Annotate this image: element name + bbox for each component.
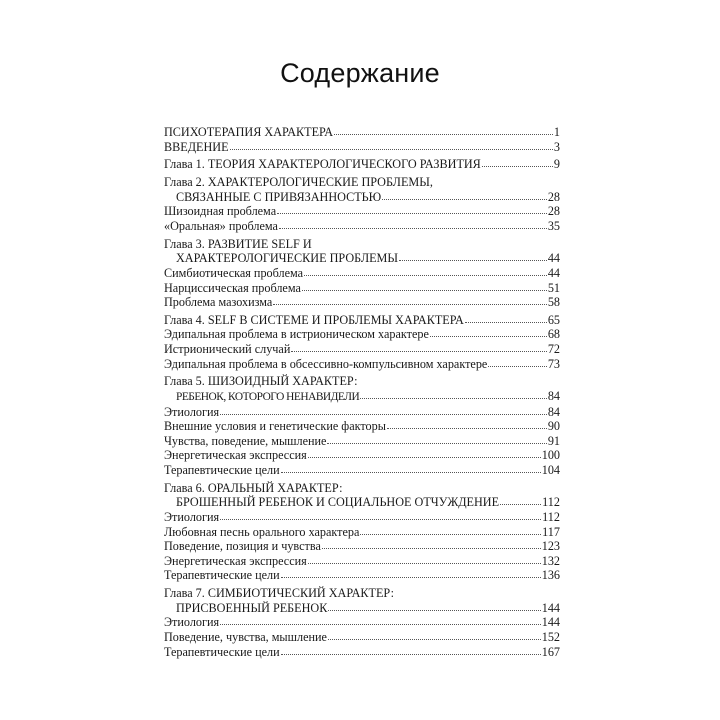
- toc-entry-page: 84: [547, 389, 560, 404]
- toc-section[interactable]: [164, 266, 560, 281]
- section-label: Внешние условия и генетические факторы: [164, 419, 386, 434]
- section-page: 90: [547, 419, 560, 434]
- chapter-heading: Глава 1. ТЕОРИЯ ХАРАКТЕРОЛОГИЧЕСКОГО РАЗВИТИЯ: [164, 157, 481, 172]
- chapter-heading-line1[interactable]: Глава 6. ОРАЛЬНЫЙ ХАРАКТЕР:: [164, 480, 343, 495]
- section-label: Эдипальная проблема в обсессивно-компульсивном характере: [164, 356, 488, 371]
- section-label: Этиология: [164, 404, 220, 419]
- toc-section[interactable]: [164, 630, 560, 645]
- section-page: 72: [547, 342, 560, 357]
- section-label: Этиология: [164, 509, 220, 524]
- chapter-heading-line2: ХАРАКТЕРОЛОГИЧЕСКИЕ ПРОБЛЕМЫ: [176, 251, 398, 266]
- chapter-heading: Глава 4. SELF В СИСТЕМЕ И ПРОБЛЕМЫ ХАРАКТЕРА: [164, 312, 464, 327]
- toc-entry-page: 44: [547, 251, 560, 266]
- toc-chapter-4[interactable]: [164, 313, 560, 328]
- toc-chapter-7[interactable]: [164, 601, 560, 616]
- chapter-heading-line1[interactable]: Глава 7. СИМБИОТИЧЕСКИЙ ХАРАКТЕР:: [164, 586, 395, 601]
- dot-leader: [360, 390, 547, 400]
- toc-section[interactable]: [164, 281, 560, 296]
- dot-leader: [488, 358, 546, 368]
- section-label: Проблема мазохизма: [164, 295, 273, 310]
- section-label: Терапевтические цели: [164, 463, 280, 477]
- toc-section[interactable]: [164, 568, 560, 583]
- toc-section[interactable]: [164, 615, 560, 630]
- toc-section[interactable]: [164, 219, 560, 234]
- section-label: Поведение, позиция и чувства: [164, 539, 321, 554]
- toc-section[interactable]: [164, 419, 560, 434]
- toc-section[interactable]: [164, 645, 560, 660]
- dot-leader: [328, 631, 541, 641]
- section-page: 100: [541, 448, 560, 463]
- toc-section[interactable]: [164, 434, 560, 449]
- toc-entry-page: 28: [547, 189, 560, 204]
- dot-leader: [322, 540, 541, 550]
- toc-entry-page: 112: [542, 495, 560, 510]
- section-page: 73: [547, 356, 560, 371]
- toc-section[interactable]: [164, 448, 560, 463]
- dot-leader: [387, 420, 547, 430]
- section-page: 44: [547, 265, 560, 280]
- dot-leader: [277, 205, 547, 215]
- toc-section[interactable]: [164, 525, 560, 540]
- section-label: «Оральная» проблема: [164, 218, 278, 233]
- dot-leader: [302, 282, 547, 292]
- toc-section[interactable]: [164, 204, 560, 219]
- toc-section[interactable]: [164, 327, 560, 342]
- toc-chapter-2[interactable]: [164, 190, 560, 205]
- dot-leader: [308, 555, 541, 565]
- table-of-contents: [164, 125, 560, 659]
- dot-leader: [430, 328, 547, 338]
- dot-leader: [465, 314, 547, 324]
- chapter-heading-line2: БРОШЕННЫЙ РЕБЕНОК И СОЦИАЛЬНОЕ ОТЧУЖДЕНИЕ: [176, 495, 500, 510]
- toc-section[interactable]: [164, 463, 560, 478]
- dot-leader: [230, 141, 553, 151]
- section-page: 132: [541, 553, 560, 568]
- section-page: 51: [547, 280, 560, 295]
- toc-chapter-3[interactable]: [164, 251, 560, 266]
- section-page: 28: [547, 204, 560, 219]
- toc-section[interactable]: [164, 342, 560, 357]
- toc-entry-label: ВВЕДЕНИЕ: [164, 139, 229, 154]
- toc-entry-introduction[interactable]: [164, 140, 560, 155]
- toc-section[interactable]: [164, 510, 560, 525]
- section-label: Поведение, чувства, мышление: [164, 629, 327, 644]
- chapter-heading-line1[interactable]: Глава 2. ХАРАКТЕРОЛОГИЧЕСКИЕ ПРОБЛЕМЫ,: [164, 175, 433, 190]
- dot-leader: [500, 496, 541, 506]
- dot-leader: [281, 569, 541, 579]
- toc-entry-page: 65: [547, 312, 560, 327]
- dot-leader: [273, 296, 546, 306]
- toc-entry-page: 3: [553, 139, 560, 154]
- toc-entry-page: 1: [553, 125, 560, 139]
- dot-leader: [220, 616, 541, 626]
- chapter-heading-line2: ПРИСВОЕННЫЙ РЕБЕНОК: [176, 600, 328, 615]
- dot-leader: [308, 449, 541, 459]
- chapter-heading-line2: СВЯЗАННЫЕ С ПРИВЯЗАННОСТЬЮ: [176, 189, 382, 204]
- section-label: Терапевтические цели: [164, 568, 280, 583]
- section-page: 104: [541, 463, 560, 477]
- section-page: 152: [541, 629, 560, 644]
- section-page: 58: [547, 295, 560, 310]
- toc-entry-psychotherapy[interactable]: [164, 125, 560, 140]
- toc-chapter-5[interactable]: [164, 389, 560, 405]
- dot-leader: [220, 511, 541, 521]
- section-page: 136: [541, 568, 560, 583]
- section-page: 123: [541, 539, 560, 554]
- toc-entry-page: 144: [541, 600, 560, 615]
- toc-section[interactable]: [164, 357, 560, 372]
- dot-leader: [327, 435, 546, 445]
- section-page: 112: [542, 509, 560, 524]
- toc-section[interactable]: [164, 405, 560, 420]
- section-page: 91: [547, 433, 560, 448]
- section-label: Энергетическая экспрессия: [164, 448, 307, 463]
- section-page: 84: [547, 404, 560, 419]
- dot-leader: [382, 191, 547, 201]
- toc-chapter-6[interactable]: [164, 495, 560, 510]
- section-label: Шизоидная проблема: [164, 204, 277, 219]
- toc-section[interactable]: [164, 554, 560, 569]
- dot-leader: [281, 646, 541, 656]
- section-label: Терапевтические цели: [164, 644, 280, 659]
- section-page: 68: [547, 327, 560, 342]
- section-label: Любовная песнь орального характера: [164, 524, 360, 539]
- section-page: 167: [541, 644, 560, 659]
- section-label: Симбиотическая проблема: [164, 265, 304, 280]
- section-label: Этиология: [164, 615, 220, 630]
- section-page: 117: [542, 524, 560, 539]
- toc-entry-label: ПСИХОТЕРАПИЯ ХАРАКТЕРА: [164, 125, 334, 139]
- dot-leader: [328, 602, 540, 612]
- dot-leader: [334, 126, 553, 136]
- dot-leader: [399, 252, 547, 262]
- dot-leader: [360, 526, 541, 536]
- page-title: Содержание: [280, 58, 440, 88]
- section-label: Чувства, поведение, мышление: [164, 433, 327, 448]
- section-label: Нарциссическая проблема: [164, 280, 301, 295]
- chapter-heading-line1[interactable]: Глава 5. ШИЗОИДНЫЙ ХАРАКТЕР:: [164, 374, 358, 389]
- dot-leader: [304, 267, 547, 277]
- chapter-heading-line1[interactable]: Глава 3. РАЗВИТИЕ SELF И: [164, 236, 312, 251]
- dot-leader: [482, 158, 553, 168]
- toc-entry-page: 9: [553, 157, 560, 172]
- section-label: Энергетическая экспрессия: [164, 553, 307, 568]
- dot-leader: [220, 406, 547, 416]
- dot-leader: [291, 343, 546, 353]
- chapter-heading-line2: РЕБЕНОК, КОТОРОГО НЕНАВИДЕЛИ: [176, 391, 360, 404]
- section-label: Эдипальная проблема в истрионическом характере: [164, 327, 429, 342]
- dot-leader: [281, 464, 541, 474]
- toc-chapter-1[interactable]: [164, 157, 560, 172]
- toc-section[interactable]: [164, 295, 560, 310]
- section-page: 35: [547, 218, 560, 233]
- dot-leader: [279, 220, 547, 230]
- toc-section[interactable]: [164, 539, 560, 554]
- section-page: 144: [541, 615, 560, 630]
- section-label: Истрионический случай: [164, 342, 291, 357]
